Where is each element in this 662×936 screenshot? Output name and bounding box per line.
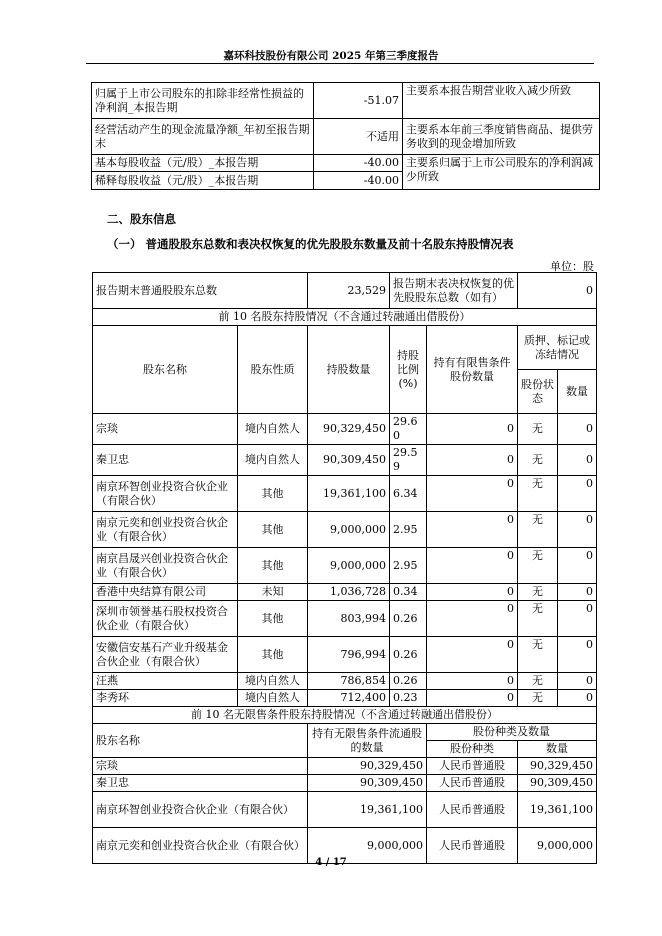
holder-restricted: 0 xyxy=(427,548,518,584)
value-cell: -51.07 xyxy=(314,83,403,119)
holder-ratio: 2.95 xyxy=(390,512,427,548)
holder-qty: 90,309,450 xyxy=(308,775,427,792)
holder-restricted: 0 xyxy=(427,476,518,512)
holder-qty: 19,361,100 xyxy=(308,476,390,512)
table-row xyxy=(92,119,600,155)
table-row xyxy=(92,155,600,172)
header-row xyxy=(93,724,597,741)
holder-qty: 786,854 xyxy=(308,673,390,690)
total-holders-value: 23,529 xyxy=(308,273,390,309)
table-row xyxy=(93,414,597,445)
holder-name: 汪燕 xyxy=(93,673,238,690)
holder-count: 0 xyxy=(558,512,597,548)
unit-label: 单位：股 xyxy=(550,260,594,273)
holder-ratio: 6.34 xyxy=(390,476,427,512)
col-header-count: 数量 xyxy=(518,741,597,758)
col-header-restricted: 持有有限售条件股份数量 xyxy=(427,326,518,414)
col-header-name: 股东名称 xyxy=(93,326,238,414)
holder-nature: 境内自然人 xyxy=(238,673,308,690)
holder-nature: 其他 xyxy=(238,512,308,548)
subsection-title: （一） 普通股股东总数和表决权恢复的优先股股东数量及前十名股东持股情况表 xyxy=(107,237,514,251)
value-cell: 不适用 xyxy=(314,119,403,155)
header-divider xyxy=(86,63,594,64)
share-type: 人民币普通股 xyxy=(427,758,518,775)
holder-qty: 90,329,450 xyxy=(308,414,390,445)
holder-nature: 其他 xyxy=(238,601,308,637)
total-holders-label: 报告期末普通股股东总数 xyxy=(93,273,308,309)
col-header-qty: 持有无限售条件流通股的数量 xyxy=(308,724,427,758)
preferred-holders-label: 报告期末表决权恢复的优先股股东总数（如有） xyxy=(390,273,518,309)
holder-qty: 796,994 xyxy=(308,637,390,673)
holder-name: 秦卫忠 xyxy=(93,775,308,792)
share-count: 9,000,000 xyxy=(518,828,597,864)
table-row xyxy=(93,690,597,707)
col-header-status: 股份状态 xyxy=(518,370,558,414)
col-header-count: 数量 xyxy=(558,370,597,414)
holder-ratio: 0.23 xyxy=(390,690,427,707)
holder-status: 无 xyxy=(518,601,558,637)
table-row xyxy=(93,775,597,792)
share-count: 90,329,450 xyxy=(518,758,597,775)
holder-qty: 90,309,450 xyxy=(308,445,390,476)
col-header-type: 股份种类 xyxy=(427,741,518,758)
summary-row xyxy=(93,273,597,309)
table-row xyxy=(93,445,597,476)
col-header-nature: 股东性质 xyxy=(238,326,308,414)
holder-count: 0 xyxy=(558,548,597,584)
holder-status: 无 xyxy=(518,690,558,707)
holder-status: 无 xyxy=(518,673,558,690)
holder-count: 0 xyxy=(558,584,597,601)
top10-title-row xyxy=(93,309,597,326)
item-cell: 归属于上市公司股东的扣除非经常性损益的净利润_本报告期 xyxy=(92,83,314,119)
holder-ratio: 29.60 xyxy=(390,414,427,445)
holder-name: 宗琰 xyxy=(93,758,308,775)
holder-status: 无 xyxy=(518,548,558,584)
reason-cell: 主要系归属于上市公司股东的净利润减少所致 xyxy=(403,155,600,190)
holder-count: 0 xyxy=(558,445,597,476)
col-header-type-group: 股份种类及数量 xyxy=(427,724,597,741)
unrestricted-title: 前 10 名无限售条件股东持股情况（不含通过转融通出借股份） xyxy=(93,707,597,724)
table-row xyxy=(92,83,600,119)
holder-restricted: 0 xyxy=(427,445,518,476)
col-header-pledge: 质押、标记或冻结情况 xyxy=(518,326,597,370)
table-row xyxy=(93,637,597,673)
holder-qty: 9,000,000 xyxy=(308,548,390,584)
document-header: 嘉环科技股份有限公司 2025 年第三季度报告 xyxy=(223,50,439,62)
holder-qty: 90,329,450 xyxy=(308,758,427,775)
holder-count: 0 xyxy=(558,414,597,445)
preferred-holders-value: 0 xyxy=(518,273,597,309)
holder-name: 南京元奕和创业投资合伙企业（有限合伙） xyxy=(93,512,238,548)
holder-status: 无 xyxy=(518,414,558,445)
holder-name: 深圳市领誉基石股权投资合伙企业（有限合伙） xyxy=(93,601,238,637)
shareholders-table xyxy=(92,272,597,864)
holder-qty: 19,361,100 xyxy=(308,792,427,828)
section-title: 二、股东信息 xyxy=(107,212,176,226)
holder-status: 无 xyxy=(518,445,558,476)
holder-name: 南京元奕和创业投资合伙企业（有限合伙） xyxy=(93,828,308,864)
holder-restricted: 0 xyxy=(427,414,518,445)
share-type: 人民币普通股 xyxy=(427,792,518,828)
top10-title: 前 10 名股东持股情况（不含通过转融通出借股份） xyxy=(93,309,597,326)
holder-name: 安徽信安基石产业升级基金合伙企业（有限合伙） xyxy=(93,637,238,673)
holder-ratio: 29.59 xyxy=(390,445,427,476)
share-type: 人民币普通股 xyxy=(427,775,518,792)
holder-restricted: 0 xyxy=(427,584,518,601)
share-type: 人民币普通股 xyxy=(427,828,518,864)
table-row xyxy=(93,673,597,690)
reason-cell: 主要系本年前三季度销售商品、提供劳务收到的现金增加所致 xyxy=(403,119,600,155)
holder-ratio: 0.34 xyxy=(390,584,427,601)
header-row xyxy=(93,326,597,370)
holder-ratio: 0.26 xyxy=(390,673,427,690)
holder-nature: 其他 xyxy=(238,548,308,584)
holder-nature: 境内自然人 xyxy=(238,690,308,707)
holder-nature: 其他 xyxy=(238,637,308,673)
holder-restricted: 0 xyxy=(427,690,518,707)
holder-nature: 其他 xyxy=(238,476,308,512)
holder-restricted: 0 xyxy=(427,673,518,690)
holder-count: 0 xyxy=(558,673,597,690)
table-row xyxy=(93,512,597,548)
holder-ratio: 0.26 xyxy=(390,637,427,673)
holder-count: 0 xyxy=(558,637,597,673)
change-reasons-table xyxy=(91,82,600,190)
item-cell: 基本每股收益（元/股）_本报告期 xyxy=(92,155,314,172)
value-cell: -40.00 xyxy=(314,155,403,172)
col-header-qty: 持股数量 xyxy=(308,326,390,414)
holder-ratio: 0.26 xyxy=(390,601,427,637)
holder-name: 宗琰 xyxy=(93,414,238,445)
reason-cell: 主要系本报告期营业收入减少所致 xyxy=(403,83,600,119)
holder-restricted: 0 xyxy=(427,512,518,548)
holder-qty: 803,994 xyxy=(308,601,390,637)
holder-restricted: 0 xyxy=(427,637,518,673)
item-cell: 稀释每股收益（元/股）_本报告期 xyxy=(92,172,314,190)
table-row xyxy=(93,601,597,637)
holder-name: 南京环智创业投资合伙企业（有限合伙） xyxy=(93,792,308,828)
table-row xyxy=(93,476,597,512)
holder-qty: 1,036,728 xyxy=(308,584,390,601)
col-header-name: 股东名称 xyxy=(93,724,308,758)
holder-status: 无 xyxy=(518,476,558,512)
holder-status: 无 xyxy=(518,512,558,548)
holder-ratio: 2.95 xyxy=(390,548,427,584)
holder-status: 无 xyxy=(518,637,558,673)
holder-name: 香港中央结算有限公司 xyxy=(93,584,238,601)
holder-restricted: 0 xyxy=(427,601,518,637)
holder-name: 李秀环 xyxy=(93,690,238,707)
table-row xyxy=(93,584,597,601)
table-row xyxy=(93,548,597,584)
holder-nature: 境内自然人 xyxy=(238,445,308,476)
holder-count: 0 xyxy=(558,690,597,707)
item-cell: 经营活动产生的现金流量净额_年初至报告期末 xyxy=(92,119,314,155)
holder-count: 0 xyxy=(558,601,597,637)
value-cell: -40.00 xyxy=(314,172,403,190)
col-header-ratio: 持股比例(%) xyxy=(390,326,427,414)
holder-name: 南京环智创业投资合伙企业（有限合伙） xyxy=(93,476,238,512)
share-count: 90,309,450 xyxy=(518,775,597,792)
table-row xyxy=(93,758,597,775)
holder-qty: 9,000,000 xyxy=(308,512,390,548)
share-count: 19,361,100 xyxy=(518,792,597,828)
holder-status: 无 xyxy=(518,584,558,601)
holder-nature: 境内自然人 xyxy=(238,414,308,445)
holder-qty: 712,400 xyxy=(308,690,390,707)
holder-qty: 9,000,000 xyxy=(308,828,427,864)
holder-name: 秦卫忠 xyxy=(93,445,238,476)
holder-nature: 未知 xyxy=(238,584,308,601)
table-row xyxy=(93,792,597,828)
page-number: 4 / 17 xyxy=(315,857,347,868)
holder-count: 0 xyxy=(558,476,597,512)
unrestricted-title-row xyxy=(93,707,597,724)
holder-name: 南京昌晟兴创业投资合伙企业（有限合伙） xyxy=(93,548,238,584)
